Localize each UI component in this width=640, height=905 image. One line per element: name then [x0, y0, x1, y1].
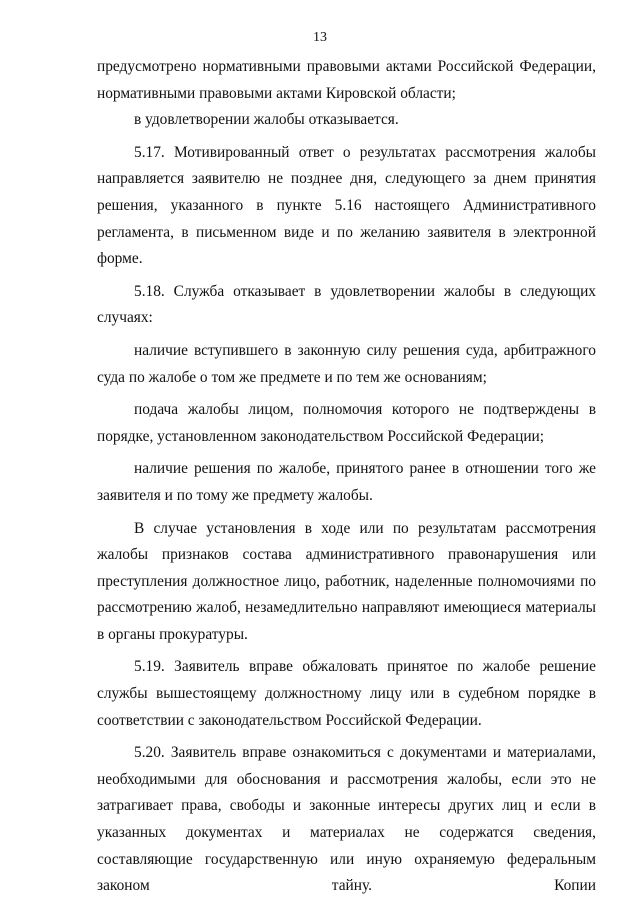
paragraph-5-18: 5.18. Служба отказывает в удовлетворении жалобы в следующих случаях: — [97, 282, 596, 327]
paragraph-prior-decision: наличие решения по жалобе, принятого ранее в отношении того же заявителя и по тому же предмету жалобы. — [97, 460, 596, 504]
page-number: 13 — [313, 30, 327, 45]
paragraph-continuation: предусмотрено нормативными правовыми актами Российской Федерации, нормативными правовыми актами Кировской области; — [97, 58, 596, 102]
paragraph-5-19: 5.19. Заявитель вправе обжаловать принятое по жалобе решение службы вышестоящему должностному лицу или в судебном порядке в соответствии с законодательством Российской Федерации. — [97, 658, 596, 729]
paragraph-court-decision: наличие вступившего в законную силу решения суда, арбитражного суда по жалобе о том же предмете и по тем же основаниям; — [97, 341, 596, 386]
paragraph-unauthorized-filing: подача жалобы лицом, полномочия которого не подтверждены в порядке, установленном законодательством Российской Федерации; — [97, 401, 596, 445]
document-body — [97, 54, 596, 900]
paragraph-refusal-clause: в удовлетворении жалобы отказывается. — [134, 111, 399, 129]
paragraph-5-20: 5.20. Заявитель вправе ознакомиться с документами и материалами, необходимыми для обоснования и рассмотрения жалобы, если это не затрагивает права, свободы и законные интересы других лиц и если в указанных документах и материалах не содержатся сведения, составляющие государственную или иную охраняемую федеральным законом тайну. Копии — [97, 744, 596, 895]
paragraph-5-17: 5.17. Мотивированный ответ о результатах рассмотрения жалобы направляется заявителю не позднее дня, следующего за днем принятия решения, указанного в пункте 5.16 настоящего Административного регламента, в письменном виде и по желанию заявителя в электронной форме. — [97, 143, 596, 268]
paragraph-prosecution-referral: В случае установления в ходе или по результатам рассмотрения жалобы признаков состава административного правонарушения или преступления должностное лицо, работник, наделенные полномочиями по рассмотрению жалоб, незамедлительно направляют имеющиеся материалы в органы прокуратуры. — [97, 519, 596, 643]
